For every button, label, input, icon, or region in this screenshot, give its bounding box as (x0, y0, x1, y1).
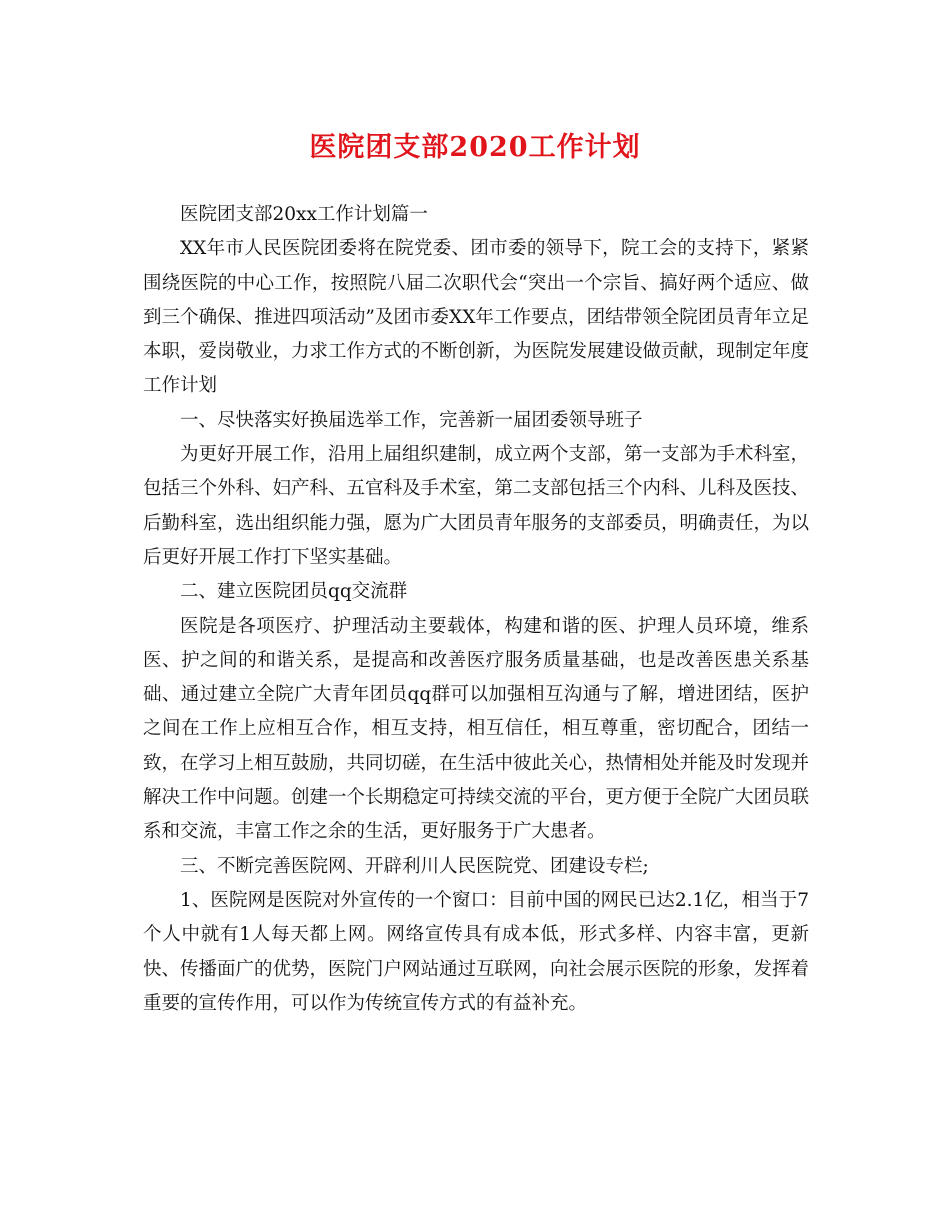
paragraph-section-2: 医院是各项医疗、护理活动主要载体，构建和谐的医、护理人员环境，维系医、护之间的和谐关系，是提高和改善医疗服务质量基础，也是改善医患关系基础、通过建立全院广大青年团员qq群可以加强相互沟通与了解，增进团结，医护之间在工作上应相互合作，相互支持，相互信任，相互尊重，密切配合，团结一致，在学习上相互鼓励，共同切磋，在生活中彼此关心，热情相处并能及时发现并解决工作中问题。创建一个长期稳定可持续交流的平台，更方便于全院广大团员联系和交流，丰富工作之余的生活，更好服务于广大患者。 (143, 615, 810, 843)
paragraph-subtitle: 医院团支部20xx工作计划篇一 (180, 204, 428, 225)
section-heading-3: 三、不断完善医院网、开辟利川人民医院党、团建设专栏; (180, 855, 649, 877)
paragraph-section-3-item-1: 1、医院网是医院对外宣传的一个窗口：目前中国的网民已达2.1亿，相当于7个人中就有1人每天都上网。网络宣传具有成本低，形式多样、内容丰富，更新快、传播面广的优势，医院门户网站通过互联网，向社会展示医院的形象，发挥着重要的宣传作用，可以作为传统宣传方式的有益补充。 (143, 889, 810, 1014)
paragraph-intro: XX年市人民医院团委将在院党委、团市委的领导下，院工会的支持下，紧紧围绕医院的中心工作，按照院八届二次职代会“突出一个宗旨、搞好两个适应、做到三个确保、推进四项活动”及团市委XX年工作要点，团结带领全院团员青年立足本职，爱岗敬业，力求工作方式的不断创新，为医院发展建设做贡献，现制定年度工作计划 (143, 238, 810, 397)
section-heading-2: 二、建立医院团员qq交流群 (180, 581, 408, 603)
section-heading-1: 一、尽快落实好换届选举工作，完善新一届团委领导班子 (180, 409, 643, 431)
document-title: 医院团支部2020工作计划 (309, 132, 641, 163)
document-body (143, 198, 809, 1021)
paragraph-section-1: 为更好开展工作，沿用上届组织建制，成立两个支部，第一支部为手术科室，包括三个外科、妇产科、五官科及手术室，第二支部包括三个内科、儿科及医技、后勤科室，选出组织能力强，愿为广大团员青年服务的支部委员，明确责任，为以后更好开展工作打下坚实基础。 (143, 444, 810, 568)
